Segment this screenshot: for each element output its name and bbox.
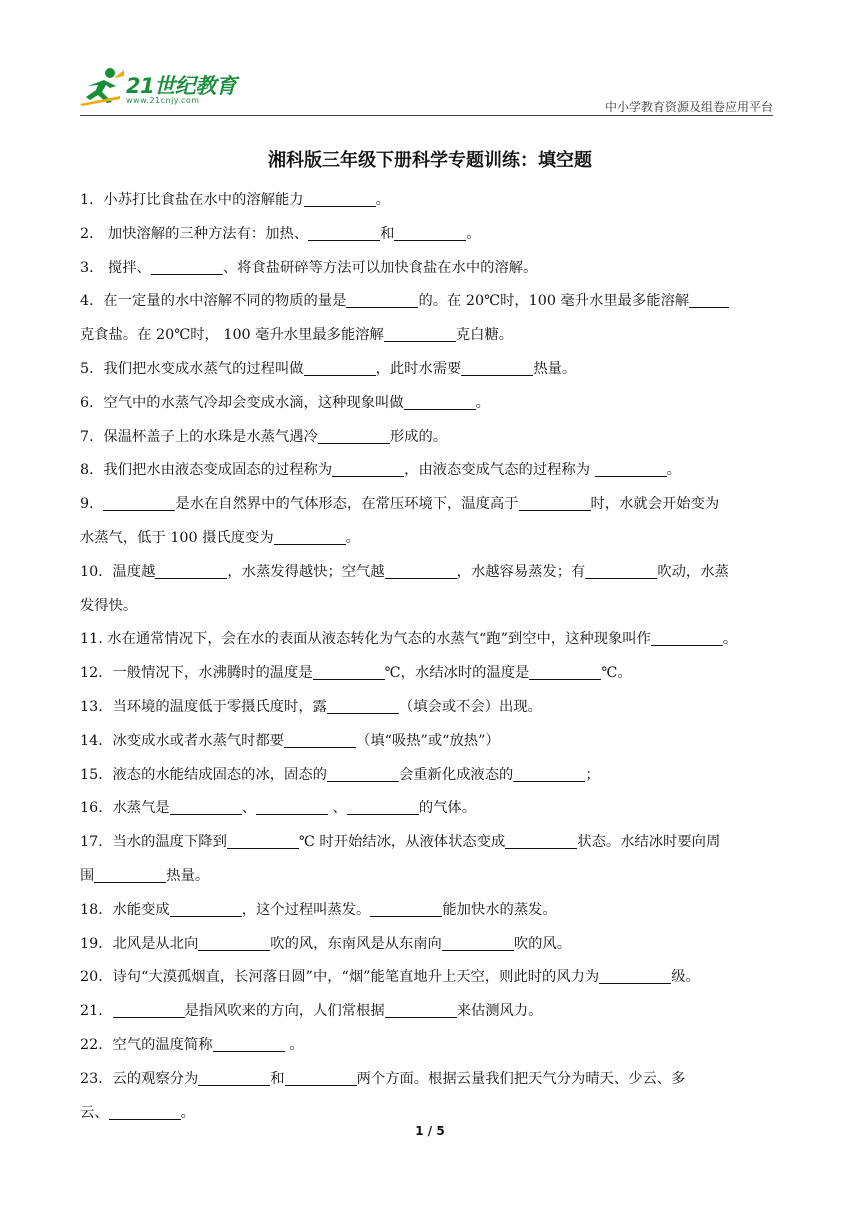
question-text: 1．小苏打比食盐在水中的溶解能力 xyxy=(80,192,304,208)
question-text: 时，水就会开始变为 xyxy=(590,496,720,513)
answer-blank[interactable] xyxy=(327,699,399,714)
answer-blank[interactable] xyxy=(529,665,601,680)
answer-blank[interactable] xyxy=(313,665,385,680)
answer-blank[interactable] xyxy=(404,394,476,409)
question-text: 吹的风。 xyxy=(513,935,572,952)
answer-blank[interactable] xyxy=(318,428,390,443)
question-text: 云、 xyxy=(80,1104,109,1121)
question-line xyxy=(80,319,780,353)
question-text: 是水在自然界中的气体形态，在常压环境下，温度高于 xyxy=(175,496,519,513)
answer-blank[interactable] xyxy=(585,563,657,578)
question-text: 19．北风是从北向 xyxy=(80,935,199,952)
question-text: 4．在一定量的水中溶解不同的物质的量是 xyxy=(80,293,347,310)
answer-blank[interactable] xyxy=(332,462,404,477)
question-text: 发得快。 xyxy=(80,597,138,614)
question-line xyxy=(80,928,780,962)
question-text: 围 xyxy=(80,867,95,884)
question-text: 2． 加快溶解的三种方法有：加热、 xyxy=(80,225,309,242)
question-text: 克食盐。在 20℃时， 100 毫升水里最多能溶解 xyxy=(80,327,384,344)
question-text: 18．水能变成 xyxy=(80,901,170,918)
answer-blank[interactable] xyxy=(519,496,591,511)
question-text: 15．液态的水能结成固态的冰，固态的 xyxy=(80,766,327,783)
question-text: 来估测风力。 xyxy=(456,1003,543,1020)
question-text: ℃，水结冰时的温度是 xyxy=(384,665,530,682)
question-text: 5．我们把水变成水蒸气的过程叫做 xyxy=(80,360,304,377)
question-text: 10．温度越 xyxy=(80,563,156,580)
question-text: 热量。 xyxy=(533,360,577,377)
question-line xyxy=(80,454,780,488)
question-line xyxy=(80,657,780,691)
answer-blank[interactable] xyxy=(94,868,166,883)
question-text: 状态。水结冰时要向周 xyxy=(577,834,721,851)
question-text: 13．当环境的温度低于零摄氏度时，露 xyxy=(80,698,327,715)
answer-blank[interactable] xyxy=(651,631,723,646)
answer-blank[interactable] xyxy=(113,1003,185,1018)
header-divider xyxy=(80,115,773,116)
answer-blank[interactable] xyxy=(461,361,533,376)
answer-blank[interactable] xyxy=(394,226,466,241)
question-text: 。 xyxy=(284,1036,304,1053)
answer-blank[interactable] xyxy=(308,226,380,241)
question-line xyxy=(80,961,780,995)
runner-logo-icon xyxy=(80,66,126,106)
answer-blank[interactable] xyxy=(385,1003,457,1018)
question-line xyxy=(80,353,780,387)
question-text: ，水越容易蒸发；有 xyxy=(456,563,586,580)
question-line xyxy=(80,218,780,252)
question-line xyxy=(80,995,780,1029)
answer-blank[interactable] xyxy=(689,293,729,308)
question-text: 。 xyxy=(375,192,390,208)
question-line xyxy=(80,759,780,793)
answer-blank[interactable] xyxy=(304,192,376,207)
question-line xyxy=(80,691,780,725)
answer-blank[interactable] xyxy=(385,563,457,578)
question-text: 是指风吹来的方向，人们常根据 xyxy=(184,1003,385,1020)
question-text: 。 xyxy=(475,394,490,411)
answer-blank[interactable] xyxy=(346,293,418,308)
answer-blank[interactable] xyxy=(284,732,356,747)
answer-blank[interactable] xyxy=(505,834,577,849)
question-text: ，水蒸发得越快；空气越 xyxy=(227,563,385,580)
question-text: ，此时水需要 xyxy=(375,360,462,377)
question-text: （填“吸热”或“放热”） xyxy=(356,732,500,749)
question-text: ； xyxy=(585,766,600,783)
answer-blank[interactable] xyxy=(227,834,299,849)
question-text: 7．保温杯盖子上的水珠是水蒸气遇冷 xyxy=(80,428,318,445)
question-text: 。 xyxy=(466,225,481,242)
question-text: 的气体。 xyxy=(418,800,477,817)
page-header xyxy=(80,66,773,116)
page-title: 湘科版三年级下册科学专题训练：填空题 xyxy=(268,150,592,171)
question-text: 。 xyxy=(345,529,360,546)
question-line xyxy=(80,725,780,759)
answer-blank[interactable] xyxy=(442,935,514,950)
question-line xyxy=(80,421,780,455)
question-line xyxy=(80,252,780,286)
answer-blank[interactable] xyxy=(599,969,671,984)
answer-blank[interactable] xyxy=(151,259,223,274)
question-text: 、将食盐研碎等方法可以加快食盐在水中的溶解。 xyxy=(222,259,538,276)
answer-blank[interactable] xyxy=(198,935,270,950)
question-text: ，这个过程叫蒸发。 xyxy=(241,901,371,918)
answer-blank[interactable] xyxy=(274,530,346,545)
question-text: 20．诗句“大漠孤烟直，长河落日圆”中，“烟”能笔直地升上天空，则此时的风力为 xyxy=(80,969,600,986)
question-text: 形成的。 xyxy=(389,428,448,445)
question-text: 的。在 20℃时，100 毫升水里最多能溶解 xyxy=(418,293,690,310)
answer-blank[interactable] xyxy=(327,766,399,781)
page-number: 1 / 5 xyxy=(415,1124,445,1138)
answer-blank[interactable] xyxy=(513,766,585,781)
question-list xyxy=(80,184,780,1130)
question-line xyxy=(80,894,780,928)
answer-blank[interactable] xyxy=(198,1070,270,1085)
question-text: 吹动，水蒸 xyxy=(657,563,729,580)
question-line xyxy=(80,826,780,860)
question-text: 3． 搅拌、 xyxy=(80,259,151,276)
question-text: 9． xyxy=(80,496,104,513)
question-text: 、 xyxy=(241,800,256,817)
question-text: 16．水蒸气是 xyxy=(80,800,170,817)
platform-name: 中小学教育资源及组卷应用平台 xyxy=(604,100,773,114)
question-text: 14．冰变成水或者水蒸气时都要 xyxy=(80,732,285,749)
answer-blank[interactable] xyxy=(256,800,328,815)
question-text: 。 xyxy=(666,462,681,479)
question-text: 12．一般情况下，水沸腾时的温度是 xyxy=(80,665,313,682)
question-line xyxy=(80,285,780,319)
answer-blank[interactable] xyxy=(285,1070,357,1085)
answer-blank[interactable] xyxy=(155,563,227,578)
question-text: ℃ 时开始结冰，从液体状态变成 xyxy=(298,834,506,851)
question-text: 级。 xyxy=(671,969,700,986)
answer-blank[interactable] xyxy=(213,1037,285,1052)
logo-text: 21世纪教育 xyxy=(126,74,237,98)
answer-blank[interactable] xyxy=(595,462,667,477)
answer-blank[interactable] xyxy=(370,901,442,916)
question-text: （填会或不会）出现。 xyxy=(398,698,542,715)
question-text: 17．当水的温度下降到 xyxy=(80,834,227,851)
question-text: ℃。 xyxy=(601,665,632,682)
answer-blank[interactable] xyxy=(103,496,175,511)
question-line xyxy=(80,860,780,894)
question-text: 热量。 xyxy=(166,867,210,884)
question-text: 和 xyxy=(270,1070,285,1087)
logo xyxy=(80,66,260,112)
question-text: 会重新化成液态的 xyxy=(398,766,514,783)
question-text: 23．云的观察分为 xyxy=(80,1070,199,1087)
question-text: 吹的风，东南风是从东南向 xyxy=(270,935,442,952)
question-text: 6．空气中的水蒸气冷却会变成水滴，这种现象叫做 xyxy=(80,394,404,411)
answer-blank[interactable] xyxy=(170,901,242,916)
answer-blank[interactable] xyxy=(347,800,419,815)
answer-blank[interactable] xyxy=(384,327,456,342)
question-text: 11. 水在通常情况下，会在水的表面从液态转化为气态的水蒸气“跑”到空中，这种现象叫作 xyxy=(80,631,651,648)
answer-blank[interactable] xyxy=(170,800,242,815)
answer-blank[interactable] xyxy=(109,1104,181,1119)
question-text: 8．我们把水由液态变成固态的过程称为 xyxy=(80,462,333,479)
question-text: 水蒸气，低于 100 摄氏度变为 xyxy=(80,529,274,546)
question-text: 。 xyxy=(180,1104,195,1121)
answer-blank[interactable] xyxy=(304,361,376,376)
question-line xyxy=(80,1063,780,1097)
question-line xyxy=(80,792,780,826)
question-line xyxy=(80,623,780,657)
question-text: 、 xyxy=(327,800,347,817)
question-text: 。 xyxy=(722,631,738,648)
question-line xyxy=(80,1029,780,1063)
question-line xyxy=(80,556,780,590)
question-line xyxy=(80,387,780,421)
question-line xyxy=(80,590,780,624)
question-text: 和 xyxy=(380,225,395,242)
question-line xyxy=(80,184,780,218)
question-line xyxy=(80,522,780,556)
question-text: 两个方面。根据云量我们把天气分为晴天、少云、多 xyxy=(356,1070,686,1087)
question-line xyxy=(80,488,780,522)
logo-url: www.21cnjy.com xyxy=(126,96,200,105)
question-text: 22．空气的温度简称 xyxy=(80,1036,213,1053)
question-text: 能加快水的蒸发。 xyxy=(442,901,557,918)
question-text: ，由液态变成气态的过程称为 xyxy=(404,462,595,479)
question-text: 克白糖。 xyxy=(455,327,514,344)
question-text: 21． xyxy=(80,1003,113,1020)
